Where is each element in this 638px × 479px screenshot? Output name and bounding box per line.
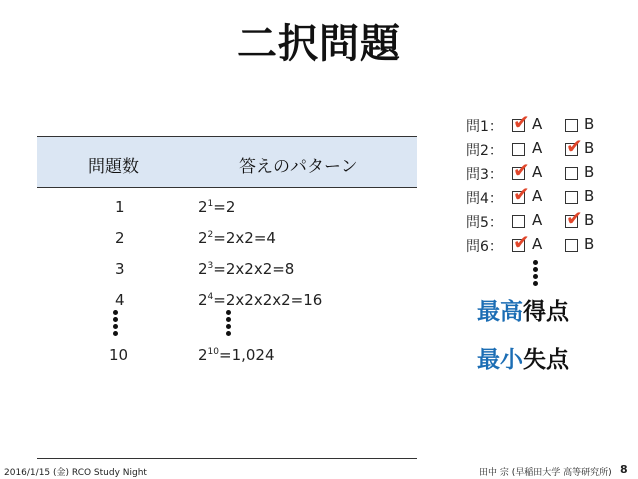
header-question-count: 問題数: [88, 157, 139, 177]
option-a-label: A: [532, 211, 543, 229]
option-a-label: A: [532, 163, 543, 181]
table-header-rule: [37, 187, 417, 188]
row-count: 3: [115, 260, 125, 278]
checkbox-b[interactable]: [565, 167, 578, 180]
question-label: 問4：: [466, 191, 503, 207]
slide-title: 二択問題: [237, 21, 401, 67]
question-label: 問1：: [466, 119, 503, 135]
checkbox-b[interactable]: [565, 119, 578, 132]
max-score-label: 最高得点: [477, 299, 569, 325]
option-b-label: B: [584, 115, 595, 133]
question-label: 問3：: [466, 167, 503, 183]
vertical-ellipsis-icon: [113, 310, 119, 338]
table-bottom-rule: [37, 458, 417, 459]
row-pattern: $2^{10}=1,024$: [198, 346, 275, 364]
option-a-label: A: [532, 115, 543, 133]
question-label: 問2：: [466, 143, 503, 159]
checkbox-b[interactable]: [565, 191, 578, 204]
check-mark-icon: ✔: [513, 230, 530, 254]
check-mark-icon: ✔: [566, 134, 583, 158]
page-number: 8: [620, 463, 628, 476]
row-count: 4: [115, 291, 125, 309]
check-mark-icon: ✔: [566, 206, 583, 230]
option-b-label: B: [584, 163, 595, 181]
row-pattern: $2^1=2$: [198, 198, 236, 216]
vertical-ellipsis-icon: [226, 310, 232, 338]
option-a-label: A: [532, 235, 543, 253]
option-b-label: B: [584, 187, 595, 205]
table-header: [37, 137, 417, 187]
checkbox-b[interactable]: [565, 239, 578, 252]
option-a-label: A: [532, 139, 543, 157]
option-a-label: A: [532, 187, 543, 205]
vertical-ellipsis-icon: [533, 260, 539, 288]
check-mark-icon: ✔: [513, 182, 530, 206]
option-b-label: B: [584, 235, 595, 253]
option-b-label: B: [584, 211, 595, 229]
checkbox-a[interactable]: [512, 215, 525, 228]
row-count: 1: [115, 198, 125, 216]
min-loss-label: 最小失点: [477, 347, 569, 373]
row-count: 10: [109, 346, 129, 364]
row-pattern: $2^4=2x2x2x2=16$: [198, 291, 323, 309]
check-mark-icon: ✔: [513, 110, 530, 134]
footer-date-event: 2016/1/15 (金) RCO Study Night: [4, 468, 147, 478]
row-pattern: $2^3=2x2x2=8$: [198, 260, 295, 278]
row-pattern: $2^2=2x2=4$: [198, 229, 276, 247]
header-answer-pattern: 答えのパターン: [239, 157, 358, 177]
option-b-label: B: [584, 139, 595, 157]
question-label: 問6：: [466, 239, 503, 255]
footer-author: 田中 宗 (早稲田大学 高等研究所): [479, 468, 612, 478]
checkbox-a[interactable]: [512, 143, 525, 156]
question-label: 問5：: [466, 215, 503, 231]
check-mark-icon: ✔: [513, 158, 530, 182]
row-count: 2: [115, 229, 125, 247]
